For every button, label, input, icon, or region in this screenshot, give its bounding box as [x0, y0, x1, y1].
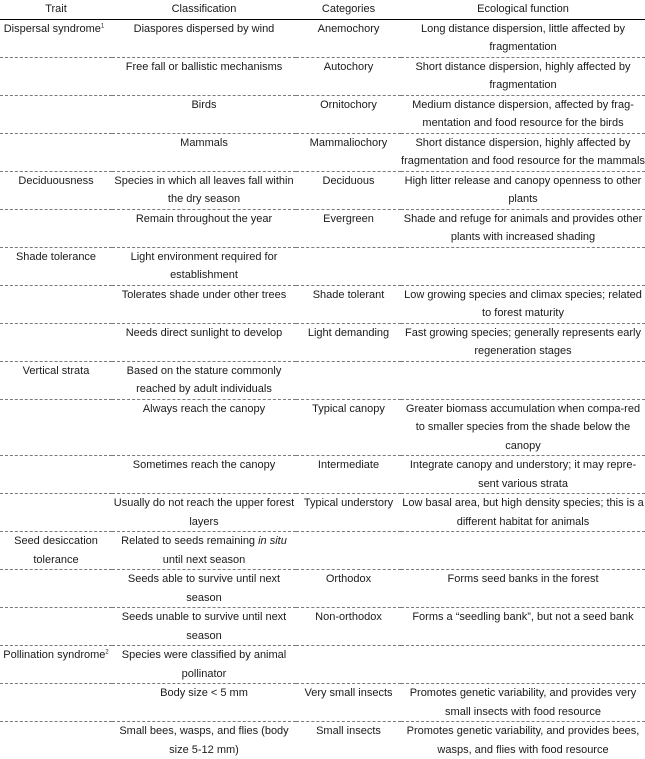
function-cell: High litter release and canopy openness to other plants	[401, 171, 645, 209]
trait-cell	[0, 285, 112, 323]
trait-cell: Deciduousness	[0, 171, 112, 209]
table-row	[0, 494, 645, 532]
table-row	[0, 532, 645, 570]
category-cell	[296, 247, 401, 285]
table-row	[0, 456, 645, 494]
footnote-marker: 1	[101, 23, 104, 29]
trait-cell: Seed desiccation tolerance	[0, 532, 112, 570]
header-classification: Classification	[112, 0, 296, 19]
function-cell: Fast growing species; generally represents early regeneration stages	[401, 323, 645, 361]
category-cell: Very small insects	[296, 684, 401, 722]
table-row	[0, 399, 645, 456]
trait-cell: Vertical strata	[0, 361, 112, 399]
table-row	[0, 247, 645, 285]
trait-cell: Dispersal syndrome$^1$	[0, 19, 112, 57]
function-cell: Shade and refuge for animals and provides other plants with increased shading	[401, 209, 645, 247]
classification-cell: Based on the stature commonly reached by adult individuals	[112, 361, 296, 399]
header-ecological-function: Ecological function	[401, 0, 645, 19]
category-cell: Mammaliochory	[296, 133, 401, 171]
table-row	[0, 285, 645, 323]
italic-term: in situ	[258, 535, 287, 547]
trait-cell: Pollination syndrome$^2$	[0, 646, 112, 684]
function-cell	[401, 247, 645, 285]
function-cell: Forms a “seedling bank”, but not a seed bank	[401, 608, 645, 646]
function-cell: Integrate canopy and understory; it may repre-sent various strata	[401, 456, 645, 494]
classification-cell: Species were classified by animal pollinator	[112, 646, 296, 684]
function-cell	[401, 532, 645, 570]
trait-cell	[0, 323, 112, 361]
classification-cell: Light environment required for establishment	[112, 247, 296, 285]
table-row	[0, 684, 645, 722]
classification-cell: Diaspores dispersed by wind	[112, 19, 296, 57]
trait-cell	[0, 95, 112, 133]
header-categories: Categories	[296, 0, 401, 19]
category-cell: Typical understory	[296, 494, 401, 532]
trait-cell	[0, 494, 112, 532]
trait-cell	[0, 722, 112, 759]
trait-cell	[0, 456, 112, 494]
category-cell: Light demanding	[296, 323, 401, 361]
classification-cell: Free fall or ballistic mechanisms	[112, 57, 296, 95]
function-cell: Forms seed banks in the forest	[401, 570, 645, 608]
footnote-marker: 2	[105, 649, 108, 655]
classification-cell: Species in which all leaves fall within the dry season	[112, 171, 296, 209]
category-cell: Anemochory	[296, 19, 401, 57]
classification-cell: Related to seeds remaining in situ until next season	[112, 532, 296, 570]
table-row	[0, 722, 645, 759]
table-row	[0, 646, 645, 684]
category-cell: Deciduous	[296, 171, 401, 209]
table-row	[0, 95, 645, 133]
table-row	[0, 361, 645, 399]
classification-cell: Body size < 5 mm	[112, 684, 296, 722]
trait-cell	[0, 57, 112, 95]
function-cell: Promotes genetic variability, and provides bees, wasps, and flies with food resource	[401, 722, 645, 759]
table-row	[0, 608, 645, 646]
function-cell: Long distance dispersion, little affected by fragmentation	[401, 19, 645, 57]
function-cell: Promotes genetic variability, and provides very small insects with food resource	[401, 684, 645, 722]
function-cell	[401, 361, 645, 399]
table-row	[0, 171, 645, 209]
category-cell	[296, 361, 401, 399]
category-cell	[296, 532, 401, 570]
table-row	[0, 570, 645, 608]
table-row	[0, 57, 645, 95]
category-cell: Autochory	[296, 57, 401, 95]
table-row	[0, 133, 645, 171]
function-cell: Medium distance dispersion, affected by frag-mentation and food resource for the birds	[401, 95, 645, 133]
category-cell: Typical canopy	[296, 399, 401, 456]
classification-cell: Always reach the canopy	[112, 399, 296, 456]
category-cell: Ornitochory	[296, 95, 401, 133]
table-row	[0, 19, 645, 57]
classification-cell: Usually do not reach the upper forest layers	[112, 494, 296, 532]
category-cell: Non-orthodox	[296, 608, 401, 646]
category-cell: Small insects	[296, 722, 401, 759]
category-cell: Shade tolerant	[296, 285, 401, 323]
trait-cell: Shade tolerance	[0, 247, 112, 285]
classification-cell: Seeds able to survive until next season	[112, 570, 296, 608]
trait-cell	[0, 608, 112, 646]
classification-cell: Birds	[112, 95, 296, 133]
function-cell: Short distance dispersion, highly affected by fragmentation	[401, 57, 645, 95]
classification-cell: Small bees, wasps, and flies (body size 5-12 mm)	[112, 722, 296, 759]
classification-cell: Mammals	[112, 133, 296, 171]
trait-cell	[0, 399, 112, 456]
function-cell: Greater biomass accumulation when compa-red to smaller species from the shade below the canopy	[401, 399, 645, 456]
function-cell: Short distance dispersion, highly affected by fragmentation and food resource for the mammals	[401, 133, 645, 171]
table-header-row	[0, 0, 645, 19]
table-row	[0, 209, 645, 247]
trait-cell	[0, 133, 112, 171]
function-cell	[401, 646, 645, 684]
classification-cell: Seeds unable to survive until next season	[112, 608, 296, 646]
trait-cell	[0, 684, 112, 722]
classification-cell: Needs direct sunlight to develop	[112, 323, 296, 361]
category-cell: Orthodox	[296, 570, 401, 608]
function-cell: Low basal area, but high density species; this is a different habitat for animals	[401, 494, 645, 532]
function-cell: Low growing species and climax species; related to forest maturity	[401, 285, 645, 323]
trait-cell	[0, 209, 112, 247]
header-trait: Trait	[0, 0, 112, 19]
table-row	[0, 323, 645, 361]
classification-cell: Remain throughout the year	[112, 209, 296, 247]
classification-cell: Tolerates shade under other trees	[112, 285, 296, 323]
category-cell	[296, 646, 401, 684]
trait-cell	[0, 570, 112, 608]
classification-cell: Sometimes reach the canopy	[112, 456, 296, 494]
category-cell: Intermediate	[296, 456, 401, 494]
category-cell: Evergreen	[296, 209, 401, 247]
